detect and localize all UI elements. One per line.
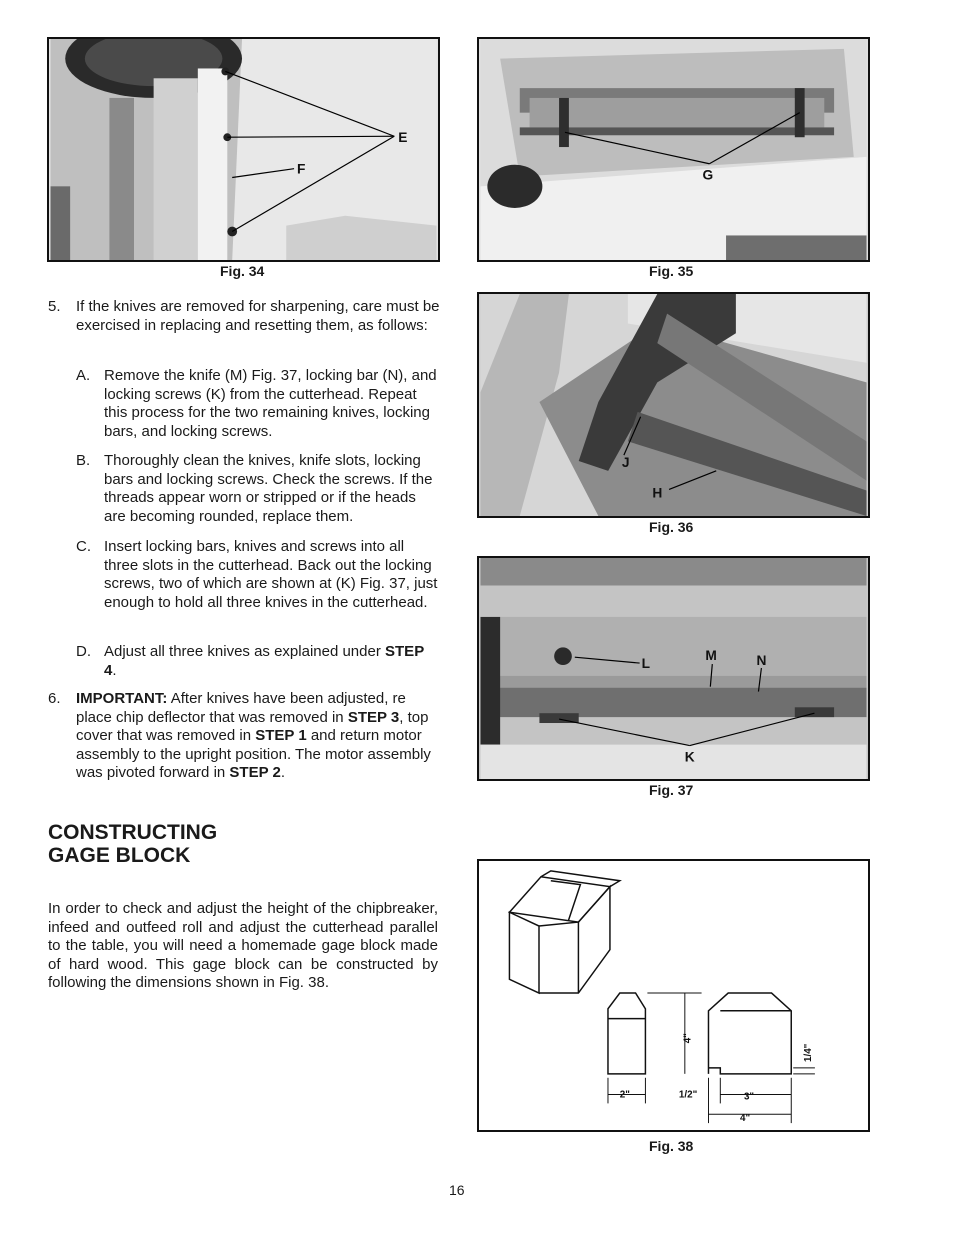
- fig-36-illustration: [479, 294, 868, 516]
- fig-38-illustration: [479, 861, 868, 1130]
- fig-37-caption: Fig. 37: [649, 782, 694, 798]
- step-5a: [76, 367, 440, 447]
- fig-38-caption: Fig. 38: [649, 1138, 694, 1154]
- fig-37-illustration: [479, 558, 868, 779]
- fig-35-illustration: [479, 39, 868, 260]
- label-h: H: [652, 485, 663, 501]
- label-m: M: [705, 648, 717, 664]
- step-5a-letter: A.: [76, 367, 91, 384]
- label-f: F: [297, 161, 306, 177]
- step-1-ref: STEP 1: [255, 727, 307, 745]
- label-j: J: [621, 454, 630, 470]
- label-n: N: [756, 653, 767, 669]
- fig-38-drawing: [477, 859, 870, 1132]
- important-label: IMPORTANT:: [76, 690, 168, 707]
- step-5c: [76, 538, 440, 638]
- step-5d: [76, 643, 440, 683]
- step-5c-text: Insert locking bars, knives and screws into all three slots in the cutterhead. Back out the locking screws, two of which are shown at (K) Fig. 37, just enough to hold all three knives in the cutterhead.: [104, 538, 438, 611]
- step-5: [48, 298, 440, 358]
- step-3-ref: STEP 3: [347, 708, 400, 726]
- dim-width-mid: 3": [743, 1091, 755, 1103]
- step-6: [48, 690, 440, 786]
- fig-35-photo: [477, 37, 870, 262]
- fig-36-caption: Fig. 36: [649, 519, 694, 535]
- fig-34-photo: [47, 37, 440, 262]
- fig-37-photo: [477, 556, 870, 781]
- step-5d-text: Adjust all three knives as explained under STEP 4.: [104, 643, 424, 679]
- step-5-number: 5.: [48, 298, 61, 315]
- fig-36-photo: [477, 292, 870, 518]
- section-paragraph: In order to check and adjust the height of the chipbreaker, infeed and outfeed roll and adjust the cutterhead parallel to the table, you will need a homemade gage block made of hard wood. This gage block can be constructed by following the dimensions shown in Fig. 38.: [48, 900, 438, 992]
- step-6-number: 6.: [48, 690, 61, 707]
- dim-width-small: 2": [619, 1089, 630, 1101]
- dim-width-full: 4": [740, 1113, 751, 1125]
- step-5d-letter: D.: [76, 643, 91, 660]
- step-5b: [76, 452, 440, 532]
- page-number: 16: [449, 1182, 465, 1198]
- dim-gap: 1/2": [678, 1089, 698, 1101]
- fig-34-caption: Fig. 34: [220, 263, 265, 279]
- step-5b-letter: B.: [76, 452, 91, 469]
- step-5-text: If the knives are removed for sharpening, care must be exercised in replacing and resetting them, as follows:: [76, 298, 440, 334]
- fig-34-illustration: [49, 39, 438, 260]
- fig-35-caption: Fig. 35: [649, 263, 694, 279]
- step-6-text: IMPORTANT: After knives have been adjusted, re place chip deflector that was removed in STEP 3, top cover that was removed in STEP 1 and return motor assembly to the upright position. The motor assembly was pivoted forward in STEP 2.: [76, 690, 431, 782]
- label-k: K: [684, 749, 695, 765]
- step-4-ref: STEP 4: [104, 643, 424, 679]
- label-l: L: [641, 656, 650, 672]
- step-5b-text: Thoroughly clean the knives, knife slots, locking bars and locking screws. Check the screws. If the threads appear worn or stripped or if the heads are becoming rounded, replace them.: [104, 452, 433, 525]
- label-g: G: [702, 167, 714, 183]
- step-5a-text: Remove the knife (M) Fig. 37, locking bar (N), and locking screws (K) from the cutterhead. Repeat this process for the two remaining knives, locking bars, and locking screws.: [104, 367, 437, 440]
- dim-height: 4": [682, 1033, 694, 1044]
- label-e: E: [398, 130, 408, 146]
- step-5c-letter: C.: [76, 538, 91, 555]
- section-heading: CONSTRUCTING GAGE BLOCK: [48, 821, 218, 867]
- step-2-ref: STEP 2: [229, 764, 281, 782]
- dim-step: 1/4": [802, 1043, 814, 1063]
